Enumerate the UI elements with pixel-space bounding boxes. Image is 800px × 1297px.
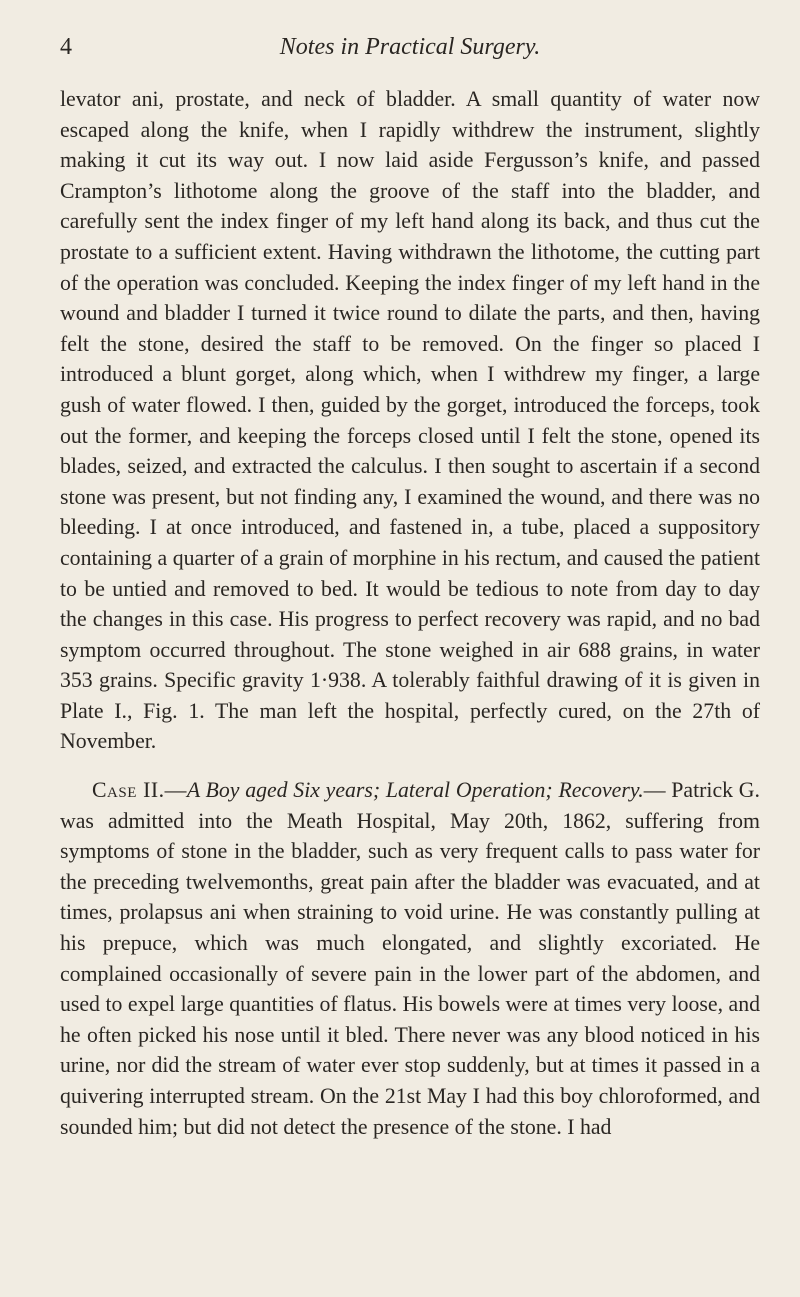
page-number: 4 — [60, 34, 72, 60]
running-head — [60, 34, 760, 70]
case-title: A Boy aged Six years; Lateral Operation; Recovery. — [186, 778, 644, 803]
body-text — [60, 84, 760, 1142]
paragraph-continued: levator ani, prostate, and neck of bladder. A small quantity of water now escaped along the knife, when I rapidly withdrew the instrument, slightly making it cut its way out. I now laid aside Fergusson’s knife, and passed Crampton’s lithotome along the groove of the staff into the bladder, and carefully sent the index finger of my left hand along its back, and thus cut the prostate to a sufficient extent. Having withdrawn the lithotome, the cutting part of the operation was concluded. Keeping the index finger of my left hand in the wound and bladder I turned it twice round to dilate the parts, and then, having felt the stone, desired the staff to be removed. On the finger so placed I introduced a blunt gorget, along which, when I withdrew my finger, a large gush of water flowed. I then, guided by the gorget, introduced the forceps, took out the former, and keeping the forceps closed until I felt the stone, opened its blades, seized, and extracted the calculus. I then sought to ascertain if a second stone was present, but not finding any, I examined the wound, and there was no bleeding. I at once introduced, and fastened in, a tube, placed a suppository containing a quarter of a grain of morphine in his rectum, and caused the patient to be untied and removed to bed. It would be tedious to note from day to day the changes in this case. His progress to perfect recovery was rapid, and no bad symptom occurred throughout. The stone weighed in air 688 grains, in water 353 grains. Specific gravity 1·938. A tolerably faithful drawing of it is given in Plate I., Fig. 1. The man left the hospital, perfectly cured, on the 27th of November. — [60, 87, 760, 754]
case-text: — Patrick G. was admitted into the Meath Hospital, May 20th, 1862, suffering from symptoms of stone in the bladder, such as very frequent calls to pass water for the preceding twelvemonths, great pain after the bladder was evacuated, and at times, prolapsus ani when straining to void urine. He was constantly pulling at his prepuce, which was much elongated, and slightly excoriated. He complained occasionally of severe pain in the lower part of the abdomen, and used to expel large quantities of flatus. His bowels were at times very loose, and he often picked his nose until it bled. There never was any blood noticed in his urine, nor did the stream of water ever stop suddenly, but at times it passed in a quivering interrupted stream. On the 21st May I had this boy chloroformed, and sounded him; but did not detect the presence of the stone. I had — [60, 778, 760, 1139]
case-paragraph — [60, 775, 760, 1142]
running-title: Notes in Practical Surgery. — [279, 34, 541, 60]
case-label: Case II.— — [92, 778, 187, 803]
